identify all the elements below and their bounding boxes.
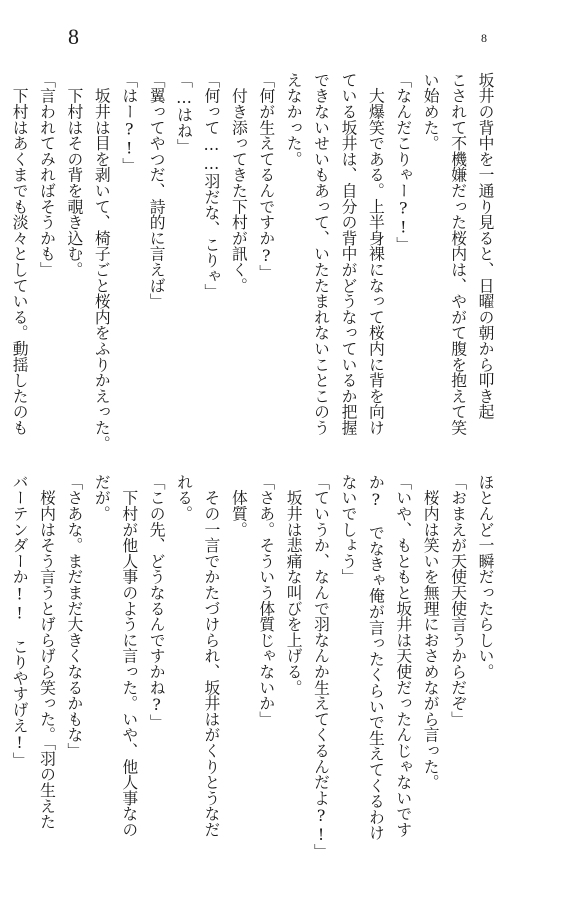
text-line: 「…はね」: [174, 72, 194, 155]
text-line: 桜内は笑いを無理におさめながら言った。: [421, 474, 441, 790]
text-line: れる。: [174, 474, 194, 522]
text-line: 坂井の背中を一通り見ると、日曜の朝から叩き起: [476, 72, 495, 420]
text-line: 体質。: [229, 474, 249, 538]
text-line: えなかった。: [284, 72, 304, 167]
text-line: 坂井は目を剥いて、椅子ごと桜内をふりかえった。: [92, 72, 112, 452]
text-line: 大爆笑である。上半身裸になって桜内に背を向け: [366, 72, 386, 436]
text-block-bottom: [6, 474, 499, 860]
text-line: 「言われてみればそうかも」: [37, 72, 57, 278]
page-number-large: 8: [68, 24, 79, 49]
text-line: 下村はその背を覗き込む。: [64, 72, 84, 278]
text-line: 「ていうか、なんで羽なんか生えてくるんだよ?!」: [311, 474, 331, 860]
text-line: 「はー?!」: [119, 72, 139, 174]
text-line: 「さあ。そういう体質じゃないか」: [256, 474, 276, 727]
text-line: その一言でかたづけられ、坂井はがくりとうなだ: [201, 474, 221, 838]
text-line: バーテンダーか!! こりやすげえ!」: [10, 474, 30, 768]
text-line: 「なんだこりゃー?!」: [393, 72, 413, 253]
text-line: ないでしょう」: [338, 474, 358, 585]
text-line: 坂井は悲痛な叫びを上げる。: [284, 474, 304, 696]
text-line: 「この先、どうなるんですかね?」: [147, 474, 167, 730]
text-line: 「さあな。まだまだ大きくなるかもな」: [64, 474, 84, 759]
text-line: 付き添ってきた下村が訊く。: [229, 72, 249, 294]
text-block-top: [6, 72, 499, 452]
text-line: か? でなきゃ俺が言ったくらいで生えてくるわけ: [366, 474, 386, 841]
text-line: ほとんど一瞬だったらしい。: [476, 474, 495, 680]
text-line: い始めた。: [421, 72, 441, 151]
text-line: 桜内はそう言うとげらげら笑った。「羽の生えた: [37, 474, 57, 830]
text-line: できないせいもあって、いたたまれないことこのう: [311, 72, 331, 436]
text-line: 「何って……羽だな、こりゃ」: [201, 72, 221, 300]
text-line: 「いや、もともと坂井は天使だったんじゃないです: [393, 474, 413, 838]
text-line: 「翼ってやつだ、詩的に言えば」: [147, 72, 167, 309]
text-line: 下村が他人事のように言った。いや、他人事なの: [119, 474, 139, 838]
text-line: だが。: [92, 474, 112, 522]
text-line: 「おまえが天使天使言うからだぞ」: [448, 474, 468, 727]
text-line: 下村はあくまでも淡々としている。動揺したのも: [10, 72, 30, 436]
text-line: こされて不機嫌だった桜内は、やがて腹を抱えて笑: [448, 72, 468, 436]
text-line: ている坂井は、自分の背中がどうなっているか把握: [338, 72, 358, 436]
text-line: 「何が生えてるんですか?」: [256, 72, 276, 281]
page-number-small: 8: [481, 31, 487, 45]
